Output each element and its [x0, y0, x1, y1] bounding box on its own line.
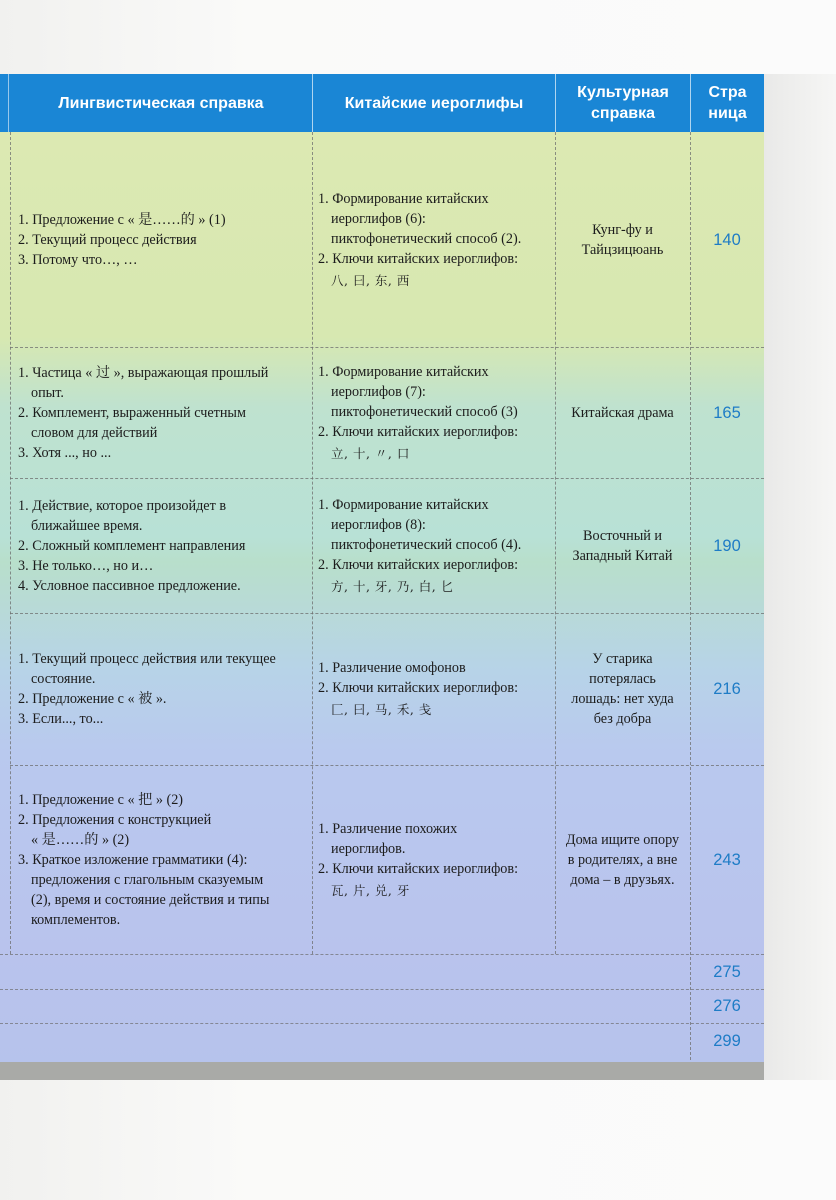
- page-number: 216: [713, 680, 741, 698]
- chinese-cell: [312, 478, 555, 613]
- list-item: 2. Предложение с « 被 ».: [18, 691, 167, 707]
- table-row: [0, 954, 764, 989]
- culture-line: в родителях, а вне: [567, 851, 678, 868]
- table-row: [0, 132, 764, 347]
- list-item: пиктофонетический способ (4).: [331, 536, 522, 553]
- header-culture: [556, 74, 690, 132]
- culture-line: У старика: [592, 651, 653, 667]
- list-item: 3. Хотя ..., но ...: [18, 444, 112, 461]
- radicals-text: 立, 十, 〃, 口: [331, 445, 410, 461]
- chinese-cell: [312, 347, 555, 478]
- culture-cell: [555, 613, 690, 765]
- list-item: 1. Формирование китайских: [318, 190, 489, 207]
- culture-line: дома – в друзьях.: [570, 871, 675, 888]
- culture-line: Китайская драма: [571, 404, 674, 421]
- list-item: (2), время и состояние действия и типы: [31, 891, 270, 908]
- list-item: 2. Сложный комплемент направления: [18, 537, 246, 554]
- header-page-line1: Стра: [708, 84, 747, 101]
- header-page-line2: ница: [708, 105, 747, 122]
- chinese-cell: [312, 613, 555, 765]
- list-item: иероглифов (6):: [331, 210, 426, 227]
- table-row: [0, 765, 764, 954]
- culture-cell: [555, 347, 690, 478]
- page-number: 190: [713, 536, 741, 555]
- table-row: [0, 989, 764, 1023]
- list-item: 3. Краткое изложение грамматики (4):: [18, 851, 248, 868]
- page-edge: [764, 74, 836, 1080]
- culture-line: Восточный и: [583, 527, 662, 544]
- culture-line: потерялась: [589, 671, 656, 687]
- list-item: иероглифов (8):: [331, 516, 426, 533]
- list-item: 2. Предложения с конструкцией: [18, 811, 212, 828]
- list-item: 2. Ключи китайских иероглифов:: [318, 250, 519, 267]
- culture-cell: [555, 765, 690, 954]
- list-item: 2. Комплемент, выраженный счетным: [18, 404, 246, 421]
- list-item: 4. Условное пассивное предложение.: [18, 577, 241, 594]
- list-item: 1. Различение омофонов: [318, 660, 466, 676]
- page-number: 140: [713, 230, 741, 249]
- list-item: 1. Предложение с « 把 » (2): [18, 791, 184, 808]
- bottom-bar: [0, 1062, 764, 1080]
- table-row: [0, 347, 764, 478]
- linguistic-cell: [10, 613, 312, 765]
- page-number: 243: [713, 850, 741, 869]
- culture-cell: [555, 132, 690, 347]
- page-number: 275: [713, 962, 741, 981]
- table-header: [0, 74, 764, 132]
- list-item: 1. Различение похожих: [318, 820, 458, 837]
- list-item: 1. Формирование китайских: [318, 496, 489, 513]
- header-page: [691, 74, 764, 132]
- list-item: пиктофонетический способ (3): [331, 403, 518, 420]
- list-item: состояние.: [31, 671, 96, 687]
- list-item: словом для действий: [31, 424, 158, 441]
- culture-cell: [555, 478, 690, 613]
- culture-line: без добра: [593, 711, 652, 727]
- list-item: 1. Предложение с « 是……的 » (1): [18, 211, 226, 228]
- culture-line: лошадь: нет худа: [571, 691, 674, 707]
- page-number: 165: [713, 403, 741, 422]
- list-item: предложения с глагольным сказуемым: [31, 871, 264, 888]
- table-row: [0, 1023, 764, 1058]
- table-row: [0, 478, 764, 613]
- header-chinese-label: Китайские иероглифы: [344, 94, 524, 112]
- header-linguistic: [10, 74, 312, 132]
- header-linguistic-label: Лингвистическая справка: [58, 94, 264, 112]
- list-item: иероглифов (7):: [331, 383, 426, 400]
- radicals-text: 方, 十, 牙, 乃, 白, 匕: [331, 578, 454, 594]
- list-item: 3. Потому что…, …: [18, 251, 138, 268]
- list-item: комплементов.: [31, 911, 121, 928]
- linguistic-cell: [10, 478, 312, 613]
- list-item: 3. Если..., то...: [18, 711, 104, 727]
- radicals-text: 匚, 曰, 马, 禾, 戋: [331, 702, 432, 717]
- header-culture-line2: справка: [591, 105, 655, 122]
- culture-line: Дома ищите опору: [565, 831, 680, 848]
- chinese-cell: [312, 132, 555, 347]
- header-culture-line1: Культурная: [577, 84, 669, 101]
- list-item: пиктофонетический способ (2).: [331, 230, 522, 247]
- list-item: иероглифов.: [331, 840, 406, 857]
- radicals-text: 瓦, 片, 兑, 牙: [331, 882, 410, 898]
- list-item: 1. Действие, которое произойдет в: [18, 497, 227, 514]
- list-item: « 是……的 » (2): [31, 831, 130, 848]
- header-chinese: [313, 74, 555, 132]
- list-item: 2. Текущий процесс действия: [18, 231, 197, 248]
- header-left-edge: [0, 74, 9, 132]
- list-item: 1. Частица « 过 », выражающая прошлый: [18, 364, 269, 381]
- contents-table: [0, 74, 764, 1080]
- list-item: опыт.: [31, 384, 64, 401]
- page-number: 276: [713, 997, 741, 1015]
- chinese-cell: [312, 765, 555, 954]
- list-item: 2. Ключи китайских иероглифов:: [318, 860, 519, 877]
- list-item: 1. Формирование китайских: [318, 363, 489, 380]
- linguistic-cell: [10, 765, 312, 954]
- culture-line: Кунг-фу и: [592, 221, 653, 238]
- culture-line: Тайцзицюань: [581, 241, 664, 258]
- culture-line: Западный Китай: [572, 547, 673, 564]
- list-item: 2. Ключи китайских иероглифов:: [318, 556, 519, 573]
- linguistic-cell: [10, 132, 312, 347]
- list-item: ближайшее время.: [31, 517, 143, 534]
- list-item: 1. Текущий процесс действия или текущее: [18, 651, 276, 667]
- list-item: 3. Не только…, но и…: [18, 557, 154, 574]
- list-item: 2. Ключи китайских иероглифов:: [318, 680, 519, 696]
- linguistic-cell: [10, 347, 312, 478]
- page-number: 299: [713, 1031, 741, 1050]
- list-item: 2. Ключи китайских иероглифов:: [318, 423, 519, 440]
- radicals-text: 八, 曰, 东, 西: [331, 272, 410, 288]
- table-row: [0, 613, 764, 765]
